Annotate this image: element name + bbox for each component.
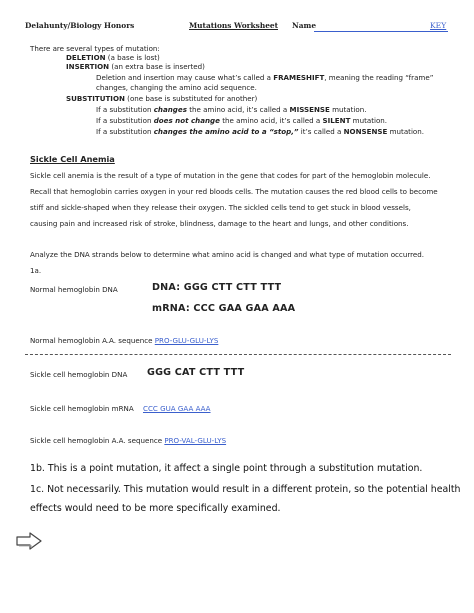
frameshift-line	[96, 73, 433, 82]
normal-dna-label: Normal hemoglobin DNA	[30, 285, 118, 294]
nonsense-post: mutation.	[387, 127, 425, 136]
deletion-line	[66, 53, 160, 62]
sickle-paragraph-line: Recall that hemoglobin carries oxygen in your red bloods cells. The mutation causes the red blood cells to become	[30, 187, 438, 196]
deletion-def: (a base is lost)	[105, 53, 160, 62]
sickle-dna-value: GGG CAT CTT TTT	[147, 367, 245, 378]
substitution-term: SUBSTITUTION	[66, 94, 125, 103]
frameshift-pre: Deletion and insertion may cause what’s called a	[96, 73, 274, 82]
sickle-paragraph-line: Sickle cell anemia is the result of a type of mutation in the gene that codes for part of the hemoglobin molecule.	[30, 171, 431, 180]
sickle-mrna-label: Sickle cell hemoglobin mRNA	[30, 404, 134, 413]
nonsense-term: NONSENSE	[343, 127, 388, 136]
sickle-aa-value: PRO-VAL-GLU-LYS	[164, 436, 227, 445]
sickle-aa-label: Sickle cell hemoglobin A.A. sequence	[30, 436, 165, 445]
missense-pre: If a substitution	[96, 105, 154, 114]
sickle-paragraph-line: causing pain and increased risk of stroke, blindness, damage to the heart and lungs, and other conditions.	[30, 219, 409, 228]
missense-post: mutation.	[329, 105, 367, 114]
right-arrow-icon	[16, 532, 42, 554]
nonsense-em: changes the amino acid to a “stop,”	[153, 127, 299, 136]
silent-post: mutation.	[350, 116, 388, 125]
sickle-heading: Sickle Cell Anemia	[30, 154, 115, 164]
silent-em: does not change	[153, 116, 220, 125]
nonsense-mid: it’s called a	[298, 127, 344, 136]
missense-mid: the amino acid, it’s called a	[186, 105, 290, 114]
worksheet-title: Mutations Worksheet	[189, 21, 279, 30]
frameshift-line2: changes, changing the amino acid sequence.	[96, 83, 257, 92]
dashed-divider	[25, 354, 451, 355]
name-label: Name	[292, 21, 317, 30]
silent-line	[96, 116, 387, 125]
substitution-line	[66, 94, 257, 103]
key-label: KEY	[430, 21, 447, 30]
missense-em: changes	[153, 105, 187, 114]
answer-1b: 1b. This is a point mutation, it affect a single point through a substitution mutation.	[30, 463, 423, 474]
answer-1c-line2: effects would need to be more specifically examined.	[30, 503, 281, 514]
sickle-dna-label: Sickle cell hemoglobin DNA	[30, 370, 128, 379]
normal-aa-line	[30, 336, 218, 345]
substitution-def: (one base is substituted for another)	[124, 94, 258, 103]
class-name: Delahunty/Biology Honors	[25, 21, 135, 30]
normal-aa-value: PRO-GLU-GLU-LYS	[154, 336, 219, 345]
insertion-line	[66, 62, 205, 71]
normal-aa-label: Normal hemoglobin A.A. sequence	[30, 336, 155, 345]
insertion-def: (an extra base is inserted)	[109, 62, 205, 71]
silent-term: SILENT	[322, 116, 351, 125]
sickle-mrna-value: CCC GUA GAA AAA	[143, 404, 211, 413]
deletion-term: DELETION	[66, 53, 106, 62]
normal-dna-value: DNA: GGG CTT CTT TTT	[152, 282, 282, 293]
normal-mrna-value: mRNA: CCC GAA GAA AAA	[152, 303, 296, 314]
sickle-paragraph-line: stiff and sickle-shaped when they release their oxygen. The sickled cells tend to get stuck in blood vessels,	[30, 203, 411, 212]
intro-lead: There are several types of mutation:	[30, 44, 160, 53]
silent-pre: If a substitution	[96, 116, 154, 125]
answer-1c-line1: 1c. Not necessarily. This mutation would result in a different protein, so the potential health	[30, 484, 461, 495]
nonsense-pre: If a substitution	[96, 127, 154, 136]
sickle-aa-line	[30, 436, 226, 445]
name-line	[314, 31, 448, 32]
missense-line	[96, 105, 367, 114]
insertion-term: INSERTION	[66, 62, 110, 71]
question-number: 1a.	[30, 266, 42, 275]
silent-mid: the amino acid, it’s called a	[219, 116, 323, 125]
missense-term: MISSENSE	[289, 105, 330, 114]
frameshift-post: , meaning the reading “frame”	[324, 73, 434, 82]
analyze-instruction: Analyze the DNA strands below to determine what amino acid is changed and what type of mutation occurred.	[30, 250, 425, 259]
nonsense-line	[96, 127, 424, 136]
frameshift-term: FRAMESHIFT	[273, 73, 325, 82]
